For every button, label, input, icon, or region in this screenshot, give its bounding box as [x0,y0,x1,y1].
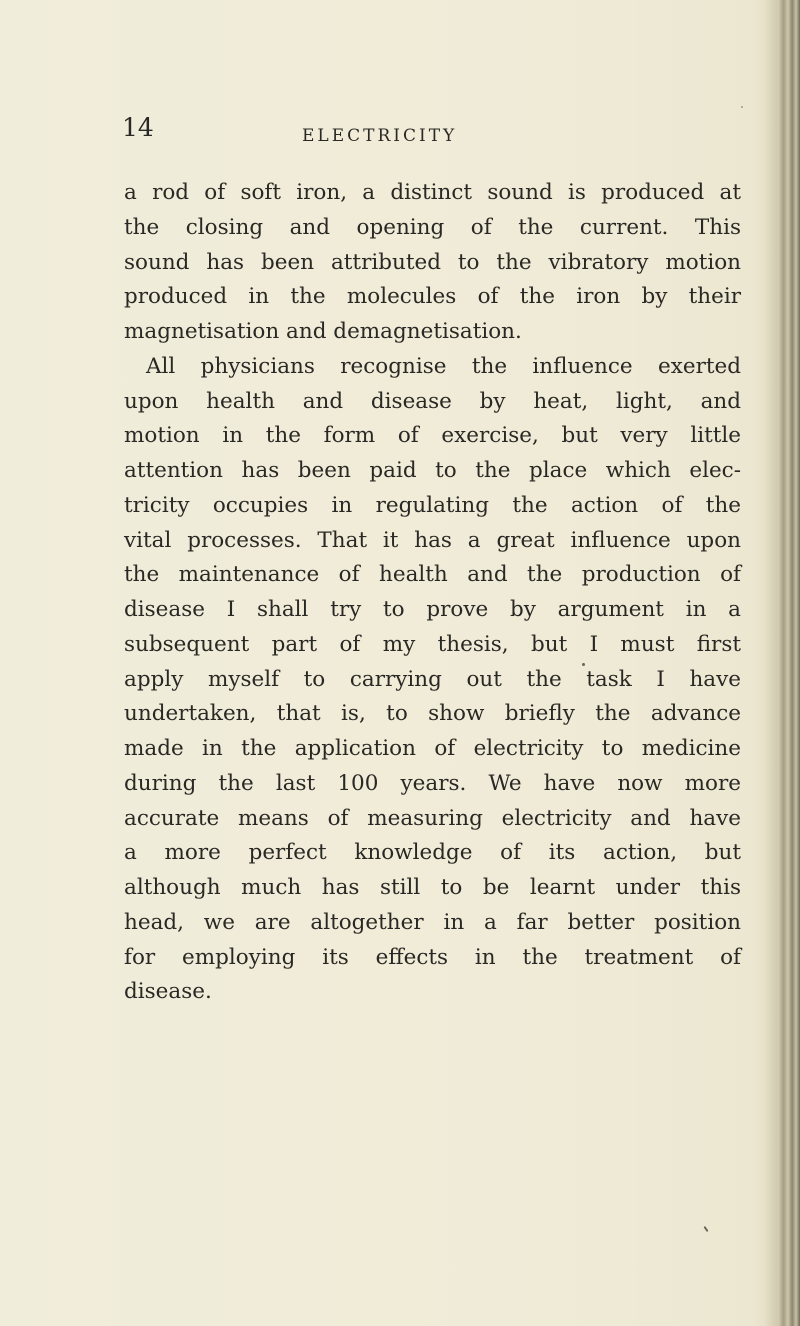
text-line: apply myself to carrying out the task I have [124,666,741,692]
text-line: made in the application of electricity to medicine [124,736,741,761]
paper-speck [582,663,585,666]
text-line: a rod of soft iron, a distinct sound is produced at [124,180,741,205]
paper-speck [703,1226,708,1232]
text-line: the maintenance of health and the production of [124,562,741,588]
text-line: although much has still to be learnt under this [124,875,741,900]
text-line: undertaken, that is, to show briefly the advance [124,701,741,727]
text-line: upon health and disease by heat, light, and [124,388,741,414]
text-line: a more perfect knowledge of its action, but [124,840,741,866]
text-line: for employing its effects in the treatment of [124,944,741,970]
book-binding-edge [778,0,800,1326]
text-line: head, we are altogether in a far better position [124,909,741,935]
paper-speck [741,106,743,108]
text-line: magnetisation and demagnetisation. [124,319,522,344]
text-line: produced in the molecules of the iron by their [124,284,741,310]
text-line: tricity occupies in regulating the action of the [124,492,741,518]
text-line: disease I shall try to prove by argument in a [124,597,741,622]
text-line: disease. [124,979,212,1005]
text-line: attention has been paid to the place which elec- [124,458,741,483]
text-line: vital processes. That it has a great influence upon [124,527,741,553]
running-head: ELECTRICITY [302,126,458,146]
text-line: sound has been attributed to the vibratory motion [124,249,741,275]
text-line: during the last 100 years. We have now more [124,770,741,796]
text-line: the closing and opening of the current. This [124,214,741,240]
page-number: 14 [122,113,154,142]
text-line: accurate means of measuring electricity and have [124,805,741,831]
body-text [124,176,741,1010]
text-line: motion in the form of exercise, but very little [124,423,741,449]
binding-shadow [764,0,778,1326]
text-line: All physicians recognise the influence exerted [146,353,741,379]
text-line: subsequent part of my thesis, but I must first [124,631,741,657]
